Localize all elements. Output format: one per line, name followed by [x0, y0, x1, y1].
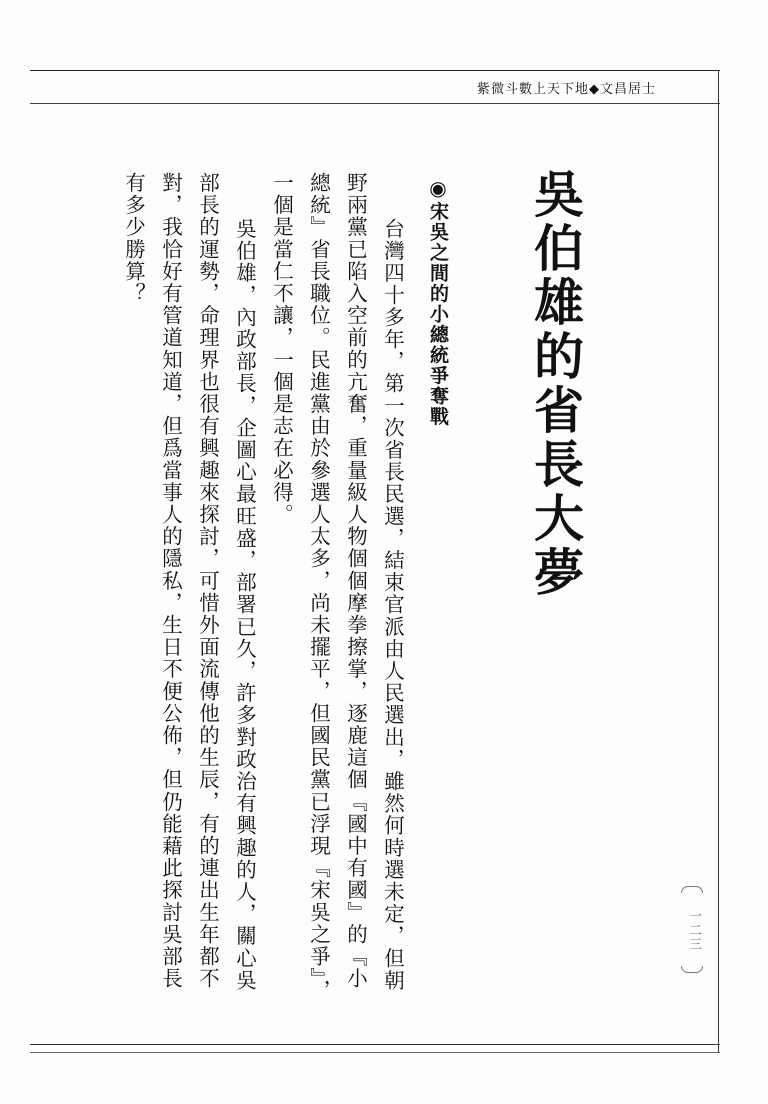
body-line-5: 吳伯雄，內政部長，企圖心最旺盛，部署已久，許多對政治有興趣的人，關心吳 — [232, 218, 257, 992]
bottom-rule — [30, 1044, 720, 1045]
body-line-8: 有多少勝算？ — [121, 172, 146, 305]
running-header: 紫微斗數上天下地◆文昌居士 — [477, 82, 656, 97]
section-heading-text: 宋吳之間的小總統爭奪戰 — [427, 201, 449, 427]
top-rule — [30, 70, 720, 71]
body-line-4: 一個是當仁不讓，一個是志在必得。 — [269, 172, 294, 526]
body-line-1: 台灣四十多年，第一次省長民選，結束官派由人民選出，雖然何時選未定，但朝 — [380, 218, 405, 992]
body-line-3: 總統』省長職位。民進黨由於參選人太多，尚未擺平，但國民黨已浮現『宋吳之爭』， — [306, 172, 331, 1002]
right-rule — [718, 70, 719, 1052]
page-number-bracket-bottom — [681, 966, 703, 973]
body-line-7: 對，我恰好有管道知道，但爲當事人的隱私，生日不便公佈，但仍能藉此探討吳部長 — [158, 172, 183, 990]
section-heading — [428, 176, 448, 427]
body-line-6: 部長的運勢，命理界也很有興趣來探討，可惜外面流傳他的生辰，有的連出生年都不 — [195, 172, 220, 990]
body-line-2: 野兩黨已陷入空前的亢奮，重量級人物個個摩拳擦掌，逐鹿這個『國中有國』的『小 — [343, 172, 368, 990]
bullet-icon: ◉ — [426, 176, 450, 202]
article-title: 吳伯雄的省長大夢 — [526, 168, 585, 600]
bottom-rule-secondary — [30, 1052, 720, 1053]
page-number: 一二三 — [686, 909, 701, 951]
header-rule — [30, 103, 720, 104]
